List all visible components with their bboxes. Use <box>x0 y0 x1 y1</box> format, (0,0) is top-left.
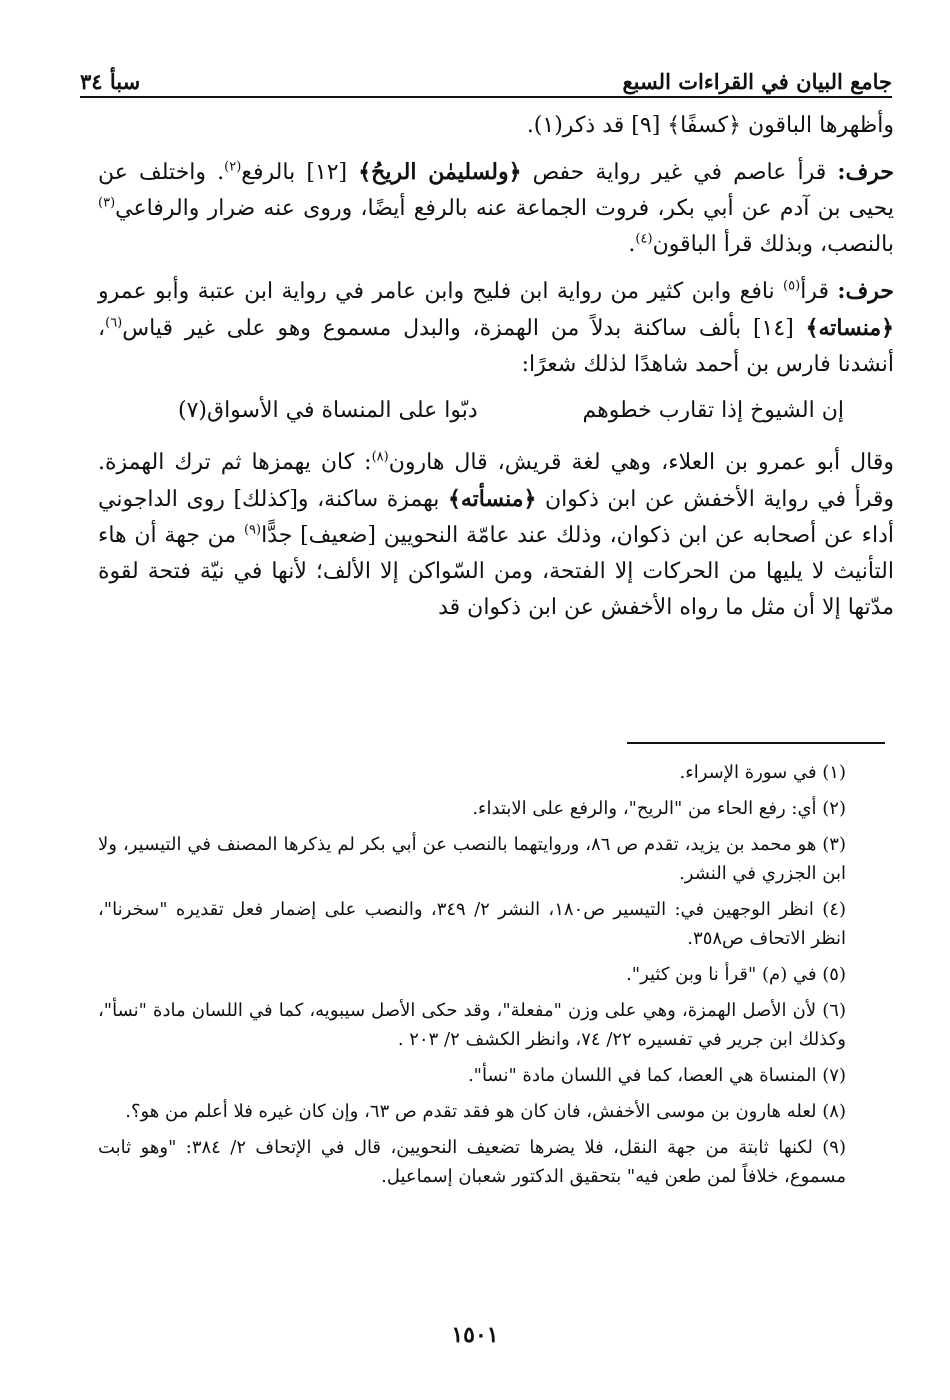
section-heading: حرف: <box>837 278 894 304</box>
footnote-8: (٨) لعله هارون بن موسى الأخفش، فان كان هو فقد تقدم ص ٦٣، وإن كان غيره فلا أعلم من هو؟. <box>125 1101 846 1122</box>
book-title: جامع البيان في القراءات السبع <box>622 69 892 94</box>
verse-second-hemistich: دبّوا على المنساة في الأسواق(٧) <box>178 398 478 423</box>
main-text <box>98 108 894 636</box>
quran-quote: ﴿منساته﴾ <box>805 315 895 341</box>
footnotes <box>98 758 846 1198</box>
footnote-7: (٧) المنساة هي العصا، كما في اللسان مادة "نسأ". <box>467 1065 846 1086</box>
page-number: ١٥٠١ <box>451 1322 499 1348</box>
running-header <box>80 48 892 94</box>
quran-quote: ﴿منسأته﴾ <box>447 486 537 512</box>
footnote-ref: (٤) <box>635 231 653 247</box>
footnote-1: (١) في سورة الإسراء. <box>679 762 846 783</box>
footnote-5: (٥) في (م) "قرأ نا وبن كثير". <box>626 964 846 985</box>
footnote-ref: (٥) <box>783 278 801 294</box>
quran-quote: ﴿ولسليمٰن الريحُ﴾ <box>358 159 522 185</box>
footnote-ref: (٨) <box>371 449 389 465</box>
paragraph-1: وأظهرها الباقون ﴿كسفًا﴾ [٩] قد ذكر(١). <box>526 113 894 138</box>
footnote-6: (٦) لأن الأصل الهمزة، وهي على وزن "مفعلة"، وقد حكى الأصل سيبويه، كما في اللسان مادة "نسأ"، وكذلك ابن جرير في تفسيره ٢٢/ ٧٤، وانظر الكشف ٢/ ٢٠٣ . <box>98 1000 846 1050</box>
poetry-verse <box>98 393 894 429</box>
footnote-2: (٢) أي: رفع الحاء من "الريح"، والرفع على الابتداء. <box>472 798 846 819</box>
footnote-ref: (٢) <box>224 159 242 175</box>
footnote-ref: (٩) <box>243 522 262 538</box>
footnote-4: (٤) انظر الوجهين في: التيسير ص١٨٠، النشر ٢/ ٣٤٩، والنصب على إضمار فعل تقديره "سخرنا"، انظر الاتحاف ص٣٥٨. <box>98 899 846 949</box>
paragraph-3: حرف: قرأ$^{(٥)}$ نافع وابن كثير من رواية ابن فليح وابن عامر في رواية ابن عتبة وأبو عمرو ﴿منساته﴾ [١٤] بألف ساكنة بدلاً من الهمزة، والبدل مسموع وهو على غير قياس$^{(٦)}$، أنشدنا فارس بن أحمد شاهدًا لذلك شعرًا: <box>98 278 895 377</box>
verse-first-hemistich: إن الشيوخ إذا تقارب خطوهم <box>582 398 844 423</box>
paragraph-4: وقال أبو عمرو بن العلاء، وهي لغة قريش، قال هارون$^{(٨)}$: كان يهمزها ثم ترك الهمزة. وقرأ في رواية الأخفش عن ابن ذكوان ﴿منسأته﴾ بهمزة ساكنة، و[كذلك] روى الداجوني أداء عن أصحابه عن ابن ذكوان، وذلك عند عامّة النحويين [ضعيف] جدًّا$^{(٩)}$ من جهة أن هاء التأنيث لا يليها من الحركات إلا الفتحة، ومن السّواكن إلا الألف؛ لأنها في نيّة فتحة لقوة مدّتها إلا أن مثل ما رواه الأخفش عن ابن ذكوان قد <box>98 449 894 620</box>
footnote-ref: (٣) <box>98 195 116 211</box>
header-rule <box>80 96 892 98</box>
footnote-separator <box>627 742 885 744</box>
footnote-9: (٩) لكنها ثابتة من جهة النقل، فلا يضرها تضعيف النحويين، قال في الإتحاف ٢/ ٣٨٤: "وهو ثابت مسموع، خلافاً لمن طعن فيه" بتحقيق الدكتور شعبان إسماعيل. <box>98 1137 846 1187</box>
footnote-3: (٣) هو محمد بن يزيد، تقدم ص ٨٦، وروايتهما بالنصب عن أبي بكر لم يذكرها المصنف في التيسير، ولا ابن الجزري في النشر. <box>98 834 846 884</box>
footnote-ref: (٦) <box>105 315 123 331</box>
section-heading: حرف: <box>837 159 895 185</box>
surah-reference: سبأ ٣٤ <box>80 69 141 94</box>
paragraph-2: حرف: قرأ عاصم في غير رواية حفص ﴿ولسليمٰن الريحُ﴾ [١٢] بالرفع$^{(٢)}$. واختلف عن يحيى بن آدم عن أبي بكر، فروت الجماعة عنه بالرفع أيضًا، وروى عنه ضرار والرفاعي$^{(٣)}$ بالنصب، وبذلك قرأ الباقون$^{(٤)}$. <box>98 159 895 257</box>
